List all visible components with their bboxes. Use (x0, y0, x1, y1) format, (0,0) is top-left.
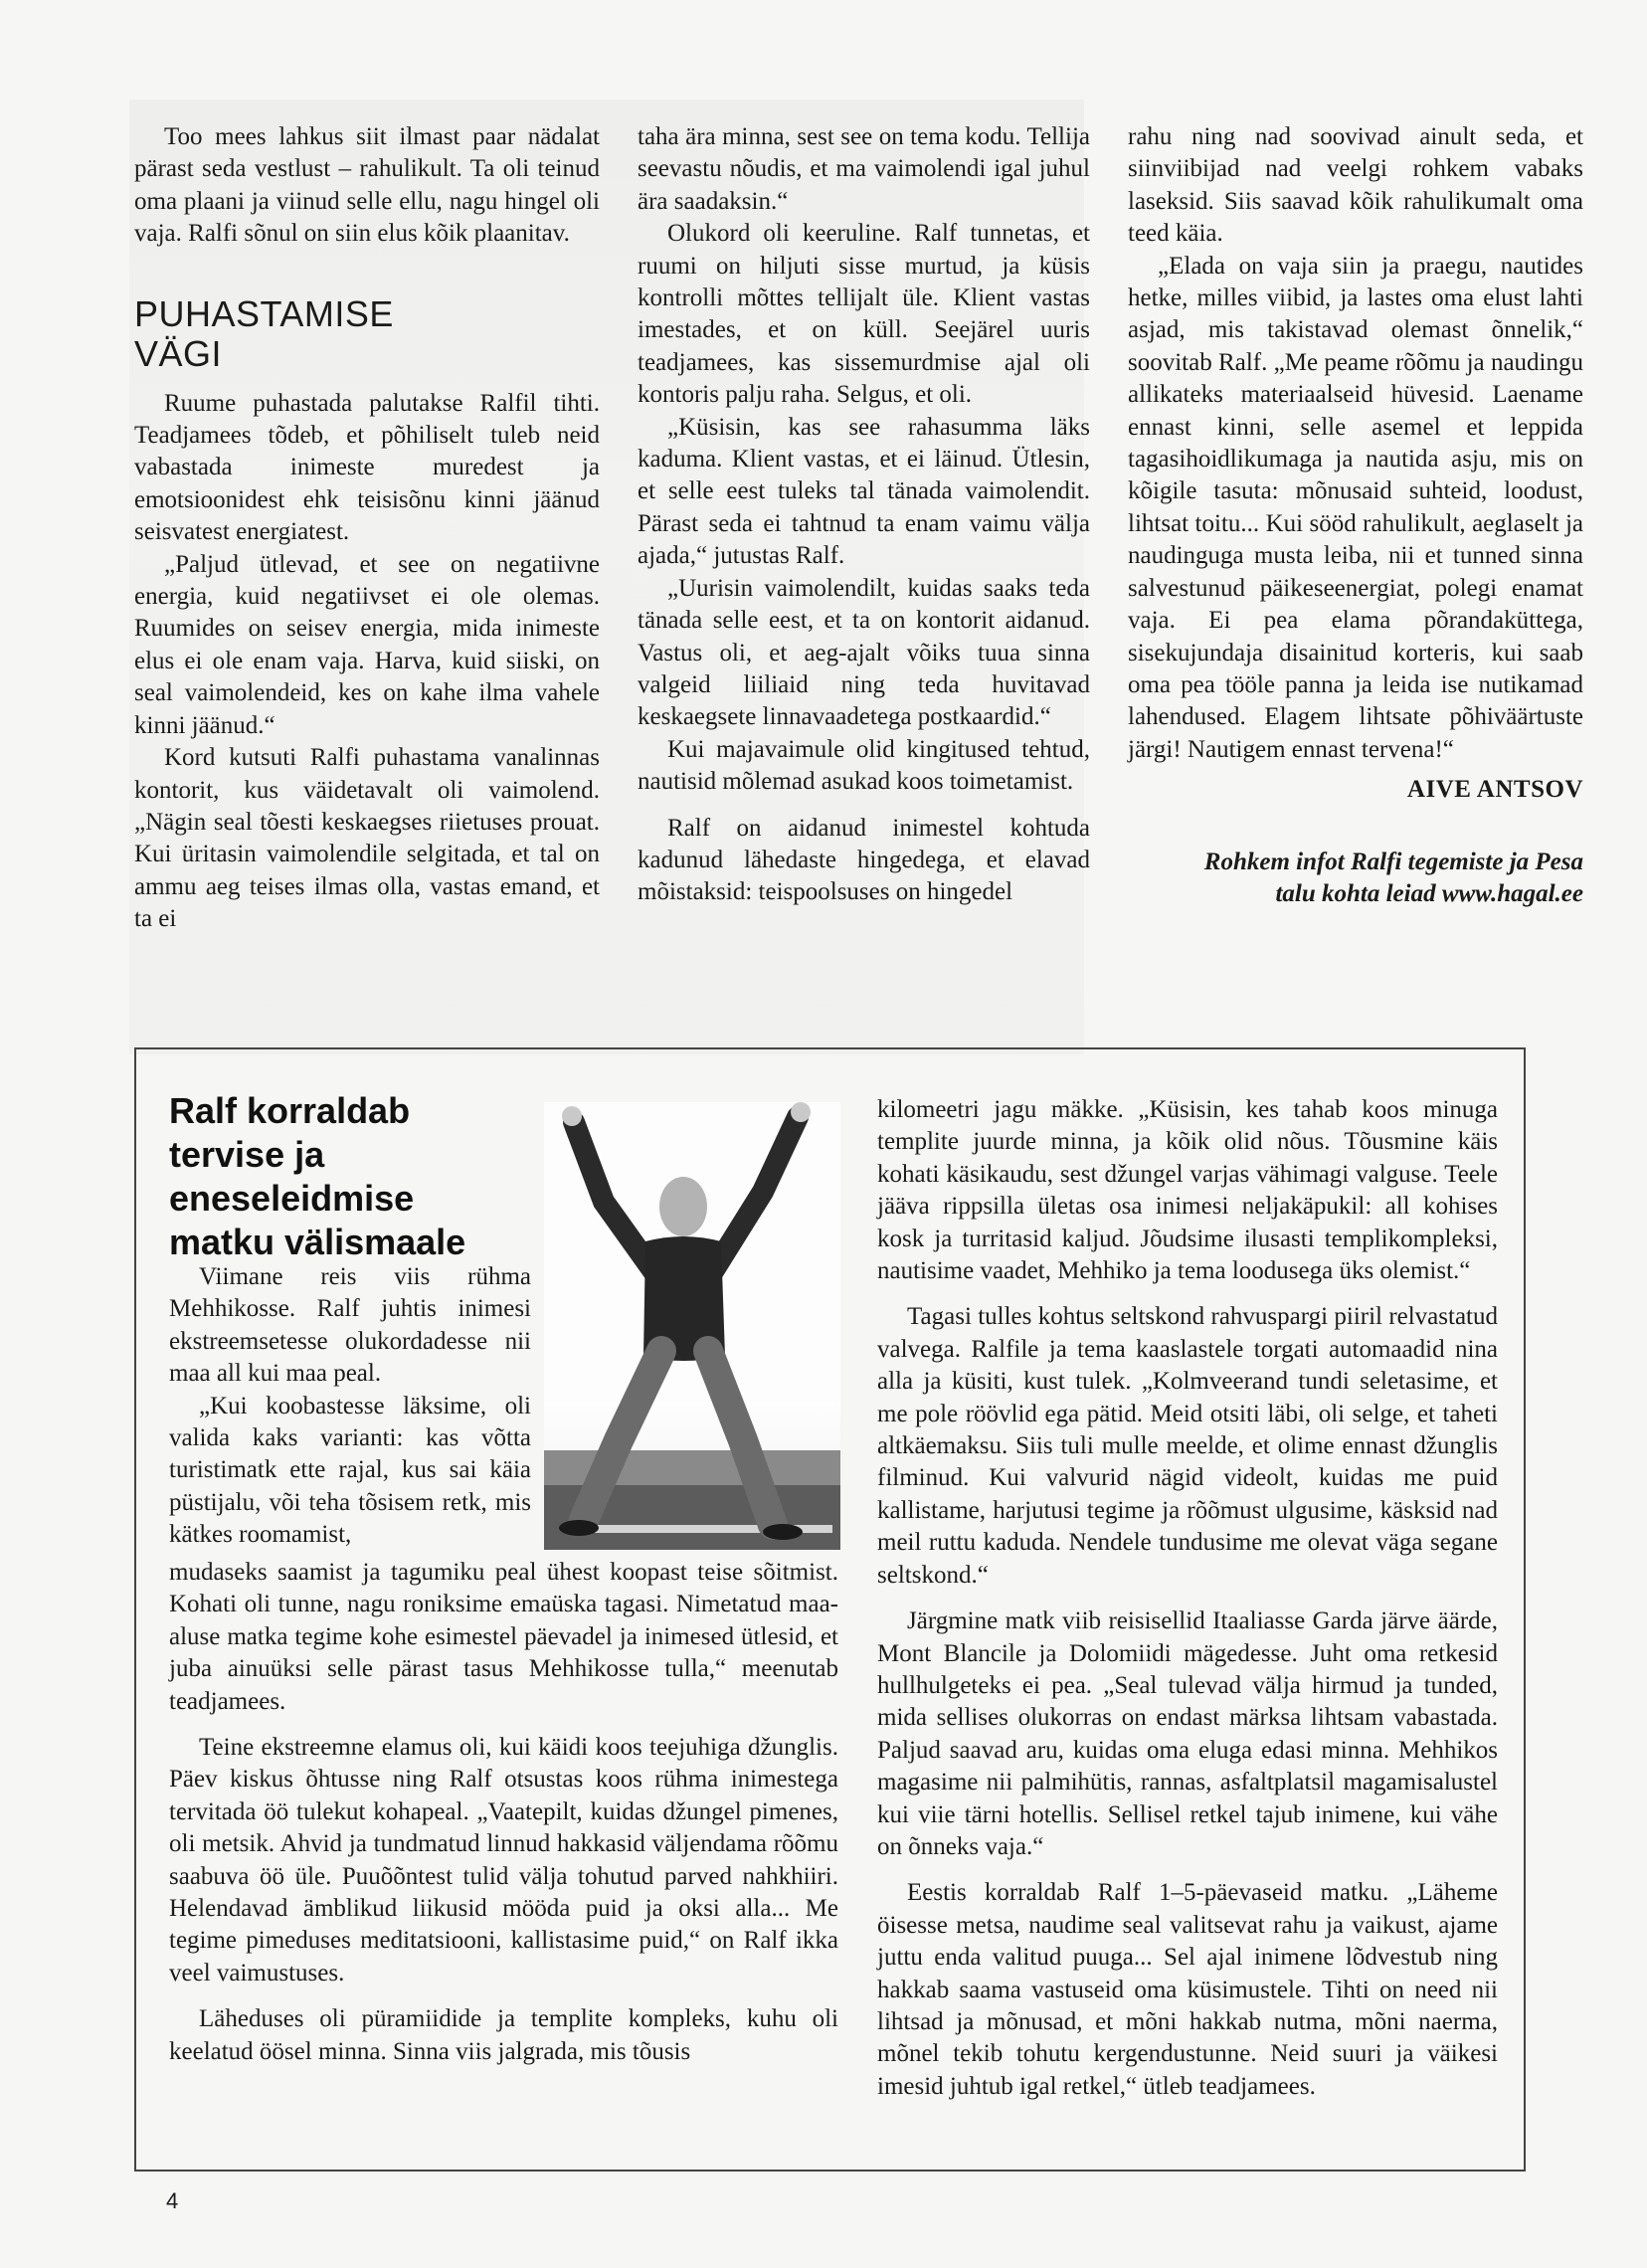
box-title: Ralf korraldab tervise ja eneseleidmise matku välismaale (169, 1090, 466, 1262)
info-note: Rohkem infot Ralfi tegemiste ja Pesa talu kohta leiad www.hagal.ee (1203, 848, 1583, 907)
paragraph: taha ära minna, sest see on tema kodu. Tellija seevastu nõudis, et ma vaimolendi igal juhul ära saadaksin.“ (638, 123, 1090, 215)
subheading: PUHASTAMISE VÄGI (134, 292, 394, 374)
paragraph: Järgmine matk viib reisisellid Itaaliasse Garda järve äärde, Mont Blancile ja Dolomiidi mägedesse. Juht oma retkesid hullhulgeteks ei pea. „Seal tulevad välja hirmud ja tunded, mida sellises olukorras on endast märksa lihtsam vabastada. Paljud saavad aru, kuidas oma eluga edasi minna. Mehhikos magasime nii palmihütis, rannas, asfaltplatsil magamisalustel kui viie tärni hotellis. Sellisel retkel tajub inimene, kui vähe on õnneks vaja.“ (877, 1607, 1498, 1860)
paragraph: Viimane reis viis rühma Mehhikosse. Ralf juhtis inimesi ekstreemsetesse olukordadesse nii maa all kui maa peal. (169, 1263, 531, 1388)
box-right-column (877, 1094, 1498, 2103)
paragraph: „Uurisin vaimolendilt, kuidas saaks teda tänada selle eest, et ta on kontorit aidanud. Vastus oli, et aeg-ajalt võiks tuua sinna valgeid liiliaid ning teda huvitavad keskaegsete linnavaadetega postkaardid.“ (638, 574, 1090, 731)
paragraph: „Küsisin, kas see rahasumma läks kaduma. Klient vastas, et ei läinud. Ütlesin, et selle eest tuleks tal tänada vaimolendit. Pärast seda ei tahtnud ta enam vaimu välja ajada,“ jutustas Ralf. (638, 413, 1090, 570)
paragraph: Läheduses oli püramiidide ja templite kompleks, kuhu oli keelatud öösel minna. Sinna viis jalgrada, mis tõusis (169, 2005, 838, 2065)
paragraph: Olukord oli keeruline. Ralf tunnetas, et ruumi on hiljuti sisse murtud, ja küsis kontrolli mõttes tellijalt üle. Klient vastas imestades, et on küll. Seejärel uuris teadjamees, kas sissemurdmise ajal oli kontoris palju raha. Selgus, et oli. (638, 220, 1090, 409)
paragraph: Tagasi tulles kohtus seltskond rahvuspargi piiril relvastatud valvega. Ralfile ja tema kaaslastele torgati automaadid nina alla ja küsiti, kust tulek. „Kolmveerand tundi seletasime, et me pole röövlid ega pätid. Meid otsiti läbi, oli selge, et taheti altkäemaksu. Siis tuli mulle meelde, et olime ennast džunglis filminud. Kui valvurid nägid videolt, kuidas me puid kallistame, harjutusi tegime ja rõõmust ulgusime, käsksid nad meil ruttu kaduda. Nendele tundusime me olevat väga segane seltskond.“ (877, 1303, 1498, 1589)
paragraph: „Kui koobastesse läksime, oli valida kaks varianti: kas võtta turistimatk ette rajal, kus sai käia püstijalu, või teha tõsisem retk, mis kätkes roomamist, (169, 1392, 531, 1549)
paragraph: rahu ning nad soovivad ainult seda, et siinviibijad nad veelgi rohkem vabaks laseksid. Siis saavad kõik rahulikumalt oma teed käia. (1128, 123, 1583, 248)
paragraph: Teine ekstreemne elamus oli, kui käidi koos teejuhiga džunglis. Päev kiskus õhtusse ning Ralf otsustas koos rühma inimestega tervitada öö tulekut kohapeal. „Vaatepilt, kuidas džungel pimenes, oli metsik. Ahvid ja tundmatud linnud hakkasid väljendama rõõmu saabuva öö üle. Puuõõntest tulid välja tohutud parved nahkhiiri. Helendavad ämblikud liikusid mööda puid ja oksi alla... Me tegime pimeduses meditatsiooni, kallistasime puid,“ on Ralf ikka veel vaimustuses. (169, 1734, 838, 1986)
paragraph: Eestis korraldab Ralf 1–5-päevaseid matku. „Läheme öisesse metsa, naudime seal valitsevat rahu ja vaikust, ajame juttu enda valitud puuga... Sel ajal inimene lõdvestub ning hakkab saama vastuseid oma küsimustele. Tihti on need nii lihtsad ja mõnusad, et mõni hakkab nutma, mõni naerma, mõnel tekib tohutu kergendustunne. Neid suuri ja väikesi imesid juhtub igal retkel,“ ütleb teadjamees. (877, 1879, 1498, 2100)
paragraph: Kui majavaimule olid kingitused tehtud, nautisid mõlemad asukad koos toimetamist. (638, 735, 1090, 796)
person-illustration (544, 1102, 840, 1550)
column-2 (638, 121, 1090, 909)
paragraph: kilomeetri jagu mäkke. „Küsisin, kes tahab koos minuga templite juurde minna, ja kõik olid nõus. Tõusmine käis kohati käsikaudu, sest džungel varjas vähimagi valguse. Teele jääva rippsilla ületas osa inimesi neljakäpukil: all kohises kosk ja turritasid kaljud. Jõudsime ilusasti templikompleksi, nautisime vaadet, Mehhiko ja tema loodusega üks olemist.“ (877, 1096, 1498, 1285)
paragraph: Kord kutsuti Ralfi puhastama vanalinnas kontorit, kus väidetavalt oli vaimolend. „Nägin seal tõesti keskaegses riietuses prouat. Kui üritasin vaimolendile selgitada, et tal on ammu aeg teises ilmas olla, vastas emand, et ta ei (134, 744, 600, 933)
paragraph: Ralf on aidanud inimestel kohtuda kadunud lähedaste hingedega, et elavad mõistaksid: teispoolsuses on hingedel (638, 814, 1090, 906)
column-3 (1128, 121, 1583, 910)
paragraph: „Elada on vaja siin ja praegu, nautides hetke, milles viibid, ja lastes oma elust lahti asjad, mis takistavad olemast õnnelik,“ soovitab Ralf. „Me peame rõõmu ja naudingu allikateks materiaalseid hüvesid. Laename ennast kinni, selle asemel et leppida tagasihoidlikumaga ja nautida asju, mis on kõigile tasuta: mõnusaid suhteid, loodust, lihtsat toitu... Kui sööd rahulikult, aeglaselt ja naudinguga musta leiba, nii et tunned sinna salvestunud päikeseenergiat, polegi enamat vaja. Ei pea elama põrandaküttega, sisekujundaja disainitud korteris, kui saab oma pea tööle panna ja leida ise nutikamad lahendused. Elagem lihtsate põhiväärtuste järgi! Nautigem ennast tervena!“ (1128, 252, 1583, 763)
column-1 (134, 121, 600, 936)
author-byline: AIVE ANTSOV (1406, 776, 1583, 804)
page-number: 4 (166, 2188, 179, 2213)
paragraph: „Paljud ütlevad, et see on negatiivne energia, kuid negatiivset ei ole olemas. Ruumides on seisev energia, mida inimeste elus ei ole enam vaja. Harva, kuid siiski, on seal vaimolendeid, kes on kahe ilma vahele kinni jäänud.“ (134, 550, 600, 739)
photo-jumping-man (544, 1102, 840, 1550)
box-narrow-text (169, 1261, 531, 1552)
paragraph: Ruume puhastada palutakse Ralfil tihti. Teadjamees tõdeb, et põhiliselt tuleb neid vabastada inimeste muredest ja emotsioonidest ehk teisisõnu kinni jäänud seisvatest energiatest. (134, 389, 600, 546)
paragraph: mudaseks saamist ja tagumiku peal ühest koopast teise sõitmist. Kohati oli tunne, nagu roniksime emaüska tagasi. Nimetatud maa-aluse matka tegime kohe esimestel päevadel ja inimesed ütlesid, et juba ainuüksi selle pärast tasus Mehhikosse tulla,“ meenutab teadjamees. (169, 1559, 838, 1715)
box-wide-text (169, 1557, 838, 2068)
paragraph: Too mees lahkus siit ilmast paar nädalat pärast seda vestlust – rahulikult. Ta oli teinud oma plaani ja viinud selle ellu, nagu hingel oli vaja. Ralfi sõnul on siin elus kõik plaanitav. (134, 123, 600, 248)
